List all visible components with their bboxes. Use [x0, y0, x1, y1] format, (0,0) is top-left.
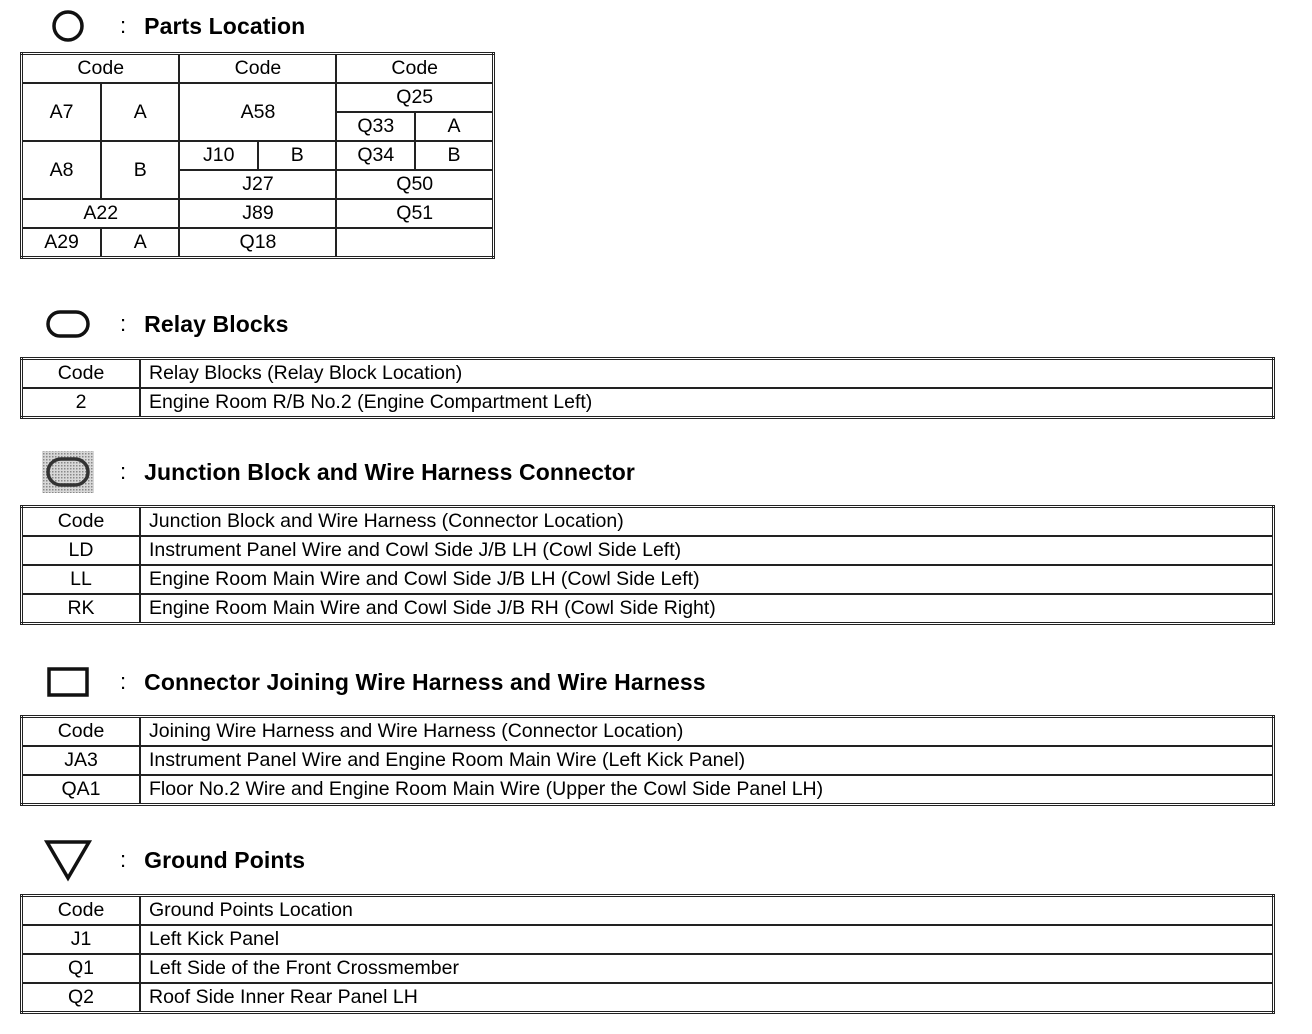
colon: : — [120, 459, 127, 484]
table-header-row — [22, 507, 1274, 537]
colon: : — [120, 669, 127, 694]
code-cell: A — [415, 112, 493, 141]
code-cell: A8 — [22, 141, 102, 199]
code-cell: Q18 — [179, 228, 336, 258]
colon: : — [120, 13, 127, 38]
code-cell: Q25 — [336, 83, 493, 112]
location-header: Joining Wire Harness and Wire Harness (Connector Location) — [140, 717, 1274, 747]
code-cell: J89 — [179, 199, 336, 228]
table-row — [22, 565, 1274, 594]
location-cell: Engine Room Main Wire and Cowl Side J/B RH (Cowl Side Right) — [140, 594, 1274, 624]
table-header-row — [22, 896, 1274, 926]
table-row — [22, 746, 1274, 775]
location-cell: Roof Side Inner Rear Panel LH — [140, 983, 1274, 1013]
code-header: Code — [22, 896, 141, 926]
code-cell: Q33 — [336, 112, 415, 141]
code-cell: Q2 — [22, 983, 141, 1013]
table-row — [22, 536, 1274, 565]
table-row — [22, 983, 1274, 1013]
circle-icon — [40, 6, 96, 46]
code-cell: Q1 — [22, 954, 141, 983]
code-header: Code — [336, 54, 493, 84]
code-cell: LL — [22, 565, 141, 594]
location-cell: Instrument Panel Wire and Engine Room Main Wire (Left Kick Panel) — [140, 746, 1274, 775]
location-cell: Instrument Panel Wire and Cowl Side J/B LH (Cowl Side Left) — [140, 536, 1274, 565]
parts-location-header — [40, 6, 305, 46]
code-header: Code — [179, 54, 336, 84]
code-cell: A7 — [22, 83, 102, 141]
colon: : — [120, 311, 127, 336]
junction-block-table — [20, 505, 1275, 625]
ground-points-table — [20, 894, 1275, 1014]
table-row — [22, 954, 1274, 983]
code-cell: A — [101, 228, 179, 258]
code-cell: B — [101, 141, 179, 199]
code-header: Code — [22, 54, 180, 84]
rounded-rect-icon — [40, 304, 96, 344]
code-cell: A29 — [22, 228, 102, 258]
relay-blocks-table — [20, 357, 1275, 419]
code-cell: Q34 — [336, 141, 415, 170]
parts-location-title: Parts Location — [144, 12, 306, 39]
location-header: Ground Points Location — [140, 896, 1274, 926]
colon: : — [120, 847, 127, 872]
relay-blocks-title: Relay Blocks — [144, 310, 289, 337]
parts-location-table — [20, 52, 495, 259]
code-cell: 2 — [22, 388, 141, 418]
code-header: Code — [22, 359, 141, 389]
table-row — [22, 388, 1274, 418]
location-cell: Engine Room R/B No.2 (Engine Compartment Left) — [140, 388, 1274, 418]
rectangle-icon — [40, 662, 96, 702]
code-cell: Q51 — [336, 199, 493, 228]
location-cell: Floor No.2 Wire and Engine Room Main Wire (Upper the Cowl Side Panel LH) — [140, 775, 1274, 805]
table-header-row — [22, 359, 1274, 389]
table-header-row — [22, 717, 1274, 747]
location-header: Junction Block and Wire Harness (Connector Location) — [140, 507, 1274, 537]
location-header: Relay Blocks (Relay Block Location) — [140, 359, 1274, 389]
empty-cell — [336, 228, 493, 258]
table-row — [22, 775, 1274, 805]
junction-block-header — [40, 452, 635, 492]
relay-blocks-header — [40, 304, 289, 344]
code-cell: B — [415, 141, 493, 170]
connector-joining-table — [20, 715, 1275, 806]
code-cell: J1 — [22, 925, 141, 954]
code-cell: A58 — [179, 83, 336, 141]
location-cell: Engine Room Main Wire and Cowl Side J/B LH (Cowl Side Left) — [140, 565, 1274, 594]
ground-points-title: Ground Points — [144, 846, 306, 873]
code-cell: QA1 — [22, 775, 141, 805]
code-header: Code — [22, 507, 141, 537]
connector-joining-title: Connector Joining Wire Harness and Wire Harness — [144, 668, 706, 695]
code-cell: J10 — [179, 141, 258, 170]
code-cell: JA3 — [22, 746, 141, 775]
code-cell: Q50 — [336, 170, 493, 199]
shaded-rounded-rect-icon — [40, 452, 96, 492]
code-cell: J27 — [179, 170, 336, 199]
code-cell: A22 — [22, 199, 180, 228]
code-header: Code — [22, 717, 141, 747]
connector-joining-header — [40, 662, 706, 702]
table-row — [22, 925, 1274, 954]
triangle-down-icon — [40, 840, 96, 880]
table-row — [22, 594, 1274, 624]
code-cell: LD — [22, 536, 141, 565]
location-cell: Left Side of the Front Crossmember — [140, 954, 1274, 983]
code-cell: RK — [22, 594, 141, 624]
code-cell: B — [258, 141, 336, 170]
code-cell: A — [101, 83, 179, 141]
ground-points-header — [40, 840, 305, 880]
junction-block-title: Junction Block and Wire Harness Connector — [144, 458, 635, 485]
location-cell: Left Kick Panel — [140, 925, 1274, 954]
